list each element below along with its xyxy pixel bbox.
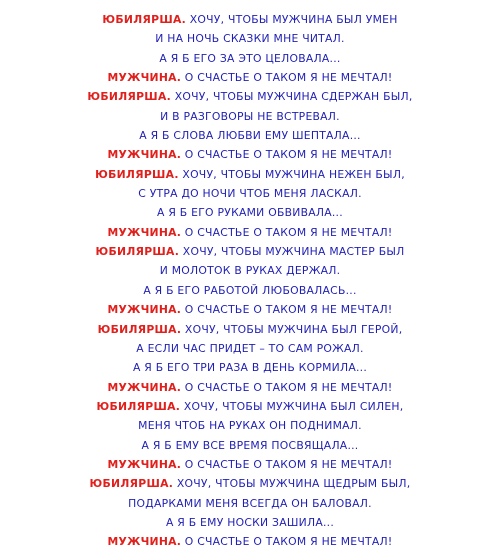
verse-text: А Я Б ЕГО ЗА ЭТО ЦЕЛОВАЛА...: [159, 51, 341, 65]
speaker-label: МУЖЧИНА.: [107, 457, 182, 471]
poem-line: [0, 358, 500, 377]
verse-text: ХОЧУ, ЧТОБЫ МУЖЧИНА МАСТЕР БЫЛ: [179, 245, 405, 259]
poem-line: [0, 49, 500, 68]
poem-line: [0, 339, 500, 358]
verse-text: А Я Б ЕМУ НОСКИ ЗАШИЛА...: [165, 515, 335, 529]
poem-line: [0, 242, 500, 261]
poem-line: [0, 87, 500, 106]
speaker-label: МУЖЧИНА.: [107, 148, 182, 162]
speaker-label: ЮБИЛЯРША.: [97, 322, 182, 336]
verse-text: ХОЧУ, ЧТОБЫ МУЖЧИНА БЫЛ СИЛЕН,: [180, 399, 404, 413]
verse-text: И МОЛОТОК В РУКАХ ДЕРЖАЛ.: [159, 264, 341, 278]
poem-line: [0, 29, 500, 48]
speaker-label: МУЖЧИНА.: [107, 380, 182, 394]
verse-text: О СЧАСТЬЕ О ТАКОМ Я НЕ МЕЧТАЛ!: [181, 148, 393, 162]
poem-line: [0, 223, 500, 242]
verse-text: ПОДАРКАМИ МЕНЯ ВСЕГДА ОН БАЛОВАЛ.: [128, 496, 372, 510]
poem-line: [0, 203, 500, 222]
speaker-label: ЮБИЛЯРША.: [95, 245, 180, 259]
poem-line: [0, 107, 500, 126]
verse-text: И НА НОЧЬ СКАЗКИ МНЕ ЧИТАЛ.: [155, 32, 345, 46]
verse-text: О СЧАСТЬЕ О ТАКОМ Я НЕ МЕЧТАЛ!: [181, 303, 393, 317]
verse-text: О СЧАСТЬЕ О ТАКОМ Я НЕ МЕЧТАЛ!: [181, 71, 393, 85]
verse-text: О СЧАСТЬЕ О ТАКОМ Я НЕ МЕЧТАЛ!: [181, 457, 393, 471]
speaker-label: ЮБИЛЯРША.: [95, 167, 179, 181]
poem-line: [0, 68, 500, 87]
poem-line: [0, 281, 500, 300]
poem-text: [0, 10, 500, 552]
poem-line: [0, 378, 500, 397]
poem-line: [0, 10, 500, 29]
poem-line: [0, 165, 500, 184]
verse-text: О СЧАСТЬЕ О ТАКОМ Я НЕ МЕЧТАЛ!: [181, 225, 393, 239]
verse-text: ХОЧУ, ЧТОБЫ МУЖЧИНА БЫЛ УМЕН: [186, 13, 398, 26]
speaker-label: ЮБИЛЯРША.: [87, 90, 172, 104]
poem-line: [0, 320, 500, 339]
poem-line: [0, 261, 500, 280]
verse-text: И В РАЗГОВОРЫ НЕ ВСТРЕВАЛ.: [160, 109, 340, 123]
verse-text: А Я Б ЕГО РАБОТОЙ ЛЮБОВАЛАСЬ...: [143, 283, 357, 297]
verse-text: С УТРА ДО НОЧИ ЧТОБ МЕНЯ ЛАСКАЛ.: [138, 187, 362, 201]
speaker-label: ЮБИЛЯРША.: [96, 399, 181, 413]
verse-text: ХОЧУ, ЧТОБЫ МУЖЧИНА НЕЖЕН БЫЛ,: [178, 167, 405, 181]
verse-text: МЕНЯ ЧТОБ НА РУКАХ ОН ПОДНИМАЛ.: [138, 419, 362, 433]
verse-text: ХОЧУ, ЧТОБЫ МУЖЧИНА СДЕРЖАН БЫЛ,: [171, 90, 413, 104]
poem-line: [0, 145, 500, 164]
poem-line: [0, 532, 500, 551]
speaker-label: ЮБИЛЯРША.: [89, 477, 174, 491]
poem-line: [0, 455, 500, 474]
poem-line: [0, 397, 500, 416]
poem-line: [0, 513, 500, 532]
speaker-label: МУЖЧИНА.: [107, 225, 182, 239]
verse-text: О СЧАСТЬЕ О ТАКОМ Я НЕ МЕЧТАЛ!: [181, 380, 393, 394]
verse-text: А Я Б ЕГО РУКАМИ ОБВИВАЛА...: [157, 206, 343, 220]
verse-text: А Я Б СЛОВА ЛЮБВИ ЕМУ ШЕПТАЛА...: [139, 129, 361, 143]
poem-line: [0, 300, 500, 319]
poem-line: [0, 474, 500, 493]
poem-line: [0, 436, 500, 455]
speaker-label: МУЖЧИНА.: [107, 71, 182, 85]
speaker-label: МУЖЧИНА.: [107, 535, 182, 549]
poem-line: [0, 416, 500, 435]
verse-text: А Я Б ЕМУ ВСЕ ВРЕМЯ ПОСВЯЩАЛА...: [141, 438, 359, 452]
verse-text: ХОЧУ, ЧТОБЫ МУЖЧИНА ЩЕДРЫМ БЫЛ,: [173, 477, 411, 491]
verse-text: ХОЧУ, ЧТОБЫ МУЖЧИНА БЫЛ ГЕРОЙ,: [181, 322, 403, 336]
speaker-label: ЮБИЛЯРША.: [102, 13, 187, 26]
poem-line: [0, 494, 500, 513]
poem-line: [0, 126, 500, 145]
poem-line: [0, 184, 500, 203]
verse-text: А Я Б ЕГО ТРИ РАЗА В ДЕНЬ КОРМИЛА...: [132, 361, 368, 375]
verse-text: О СЧАСТЬЕ О ТАКОМ Я НЕ МЕЧТАЛ!: [181, 535, 393, 549]
verse-text: А ЕСЛИ ЧАС ПРИДЕТ – ТО САМ РОЖАЛ.: [136, 341, 364, 355]
speaker-label: МУЖЧИНА.: [107, 303, 182, 317]
